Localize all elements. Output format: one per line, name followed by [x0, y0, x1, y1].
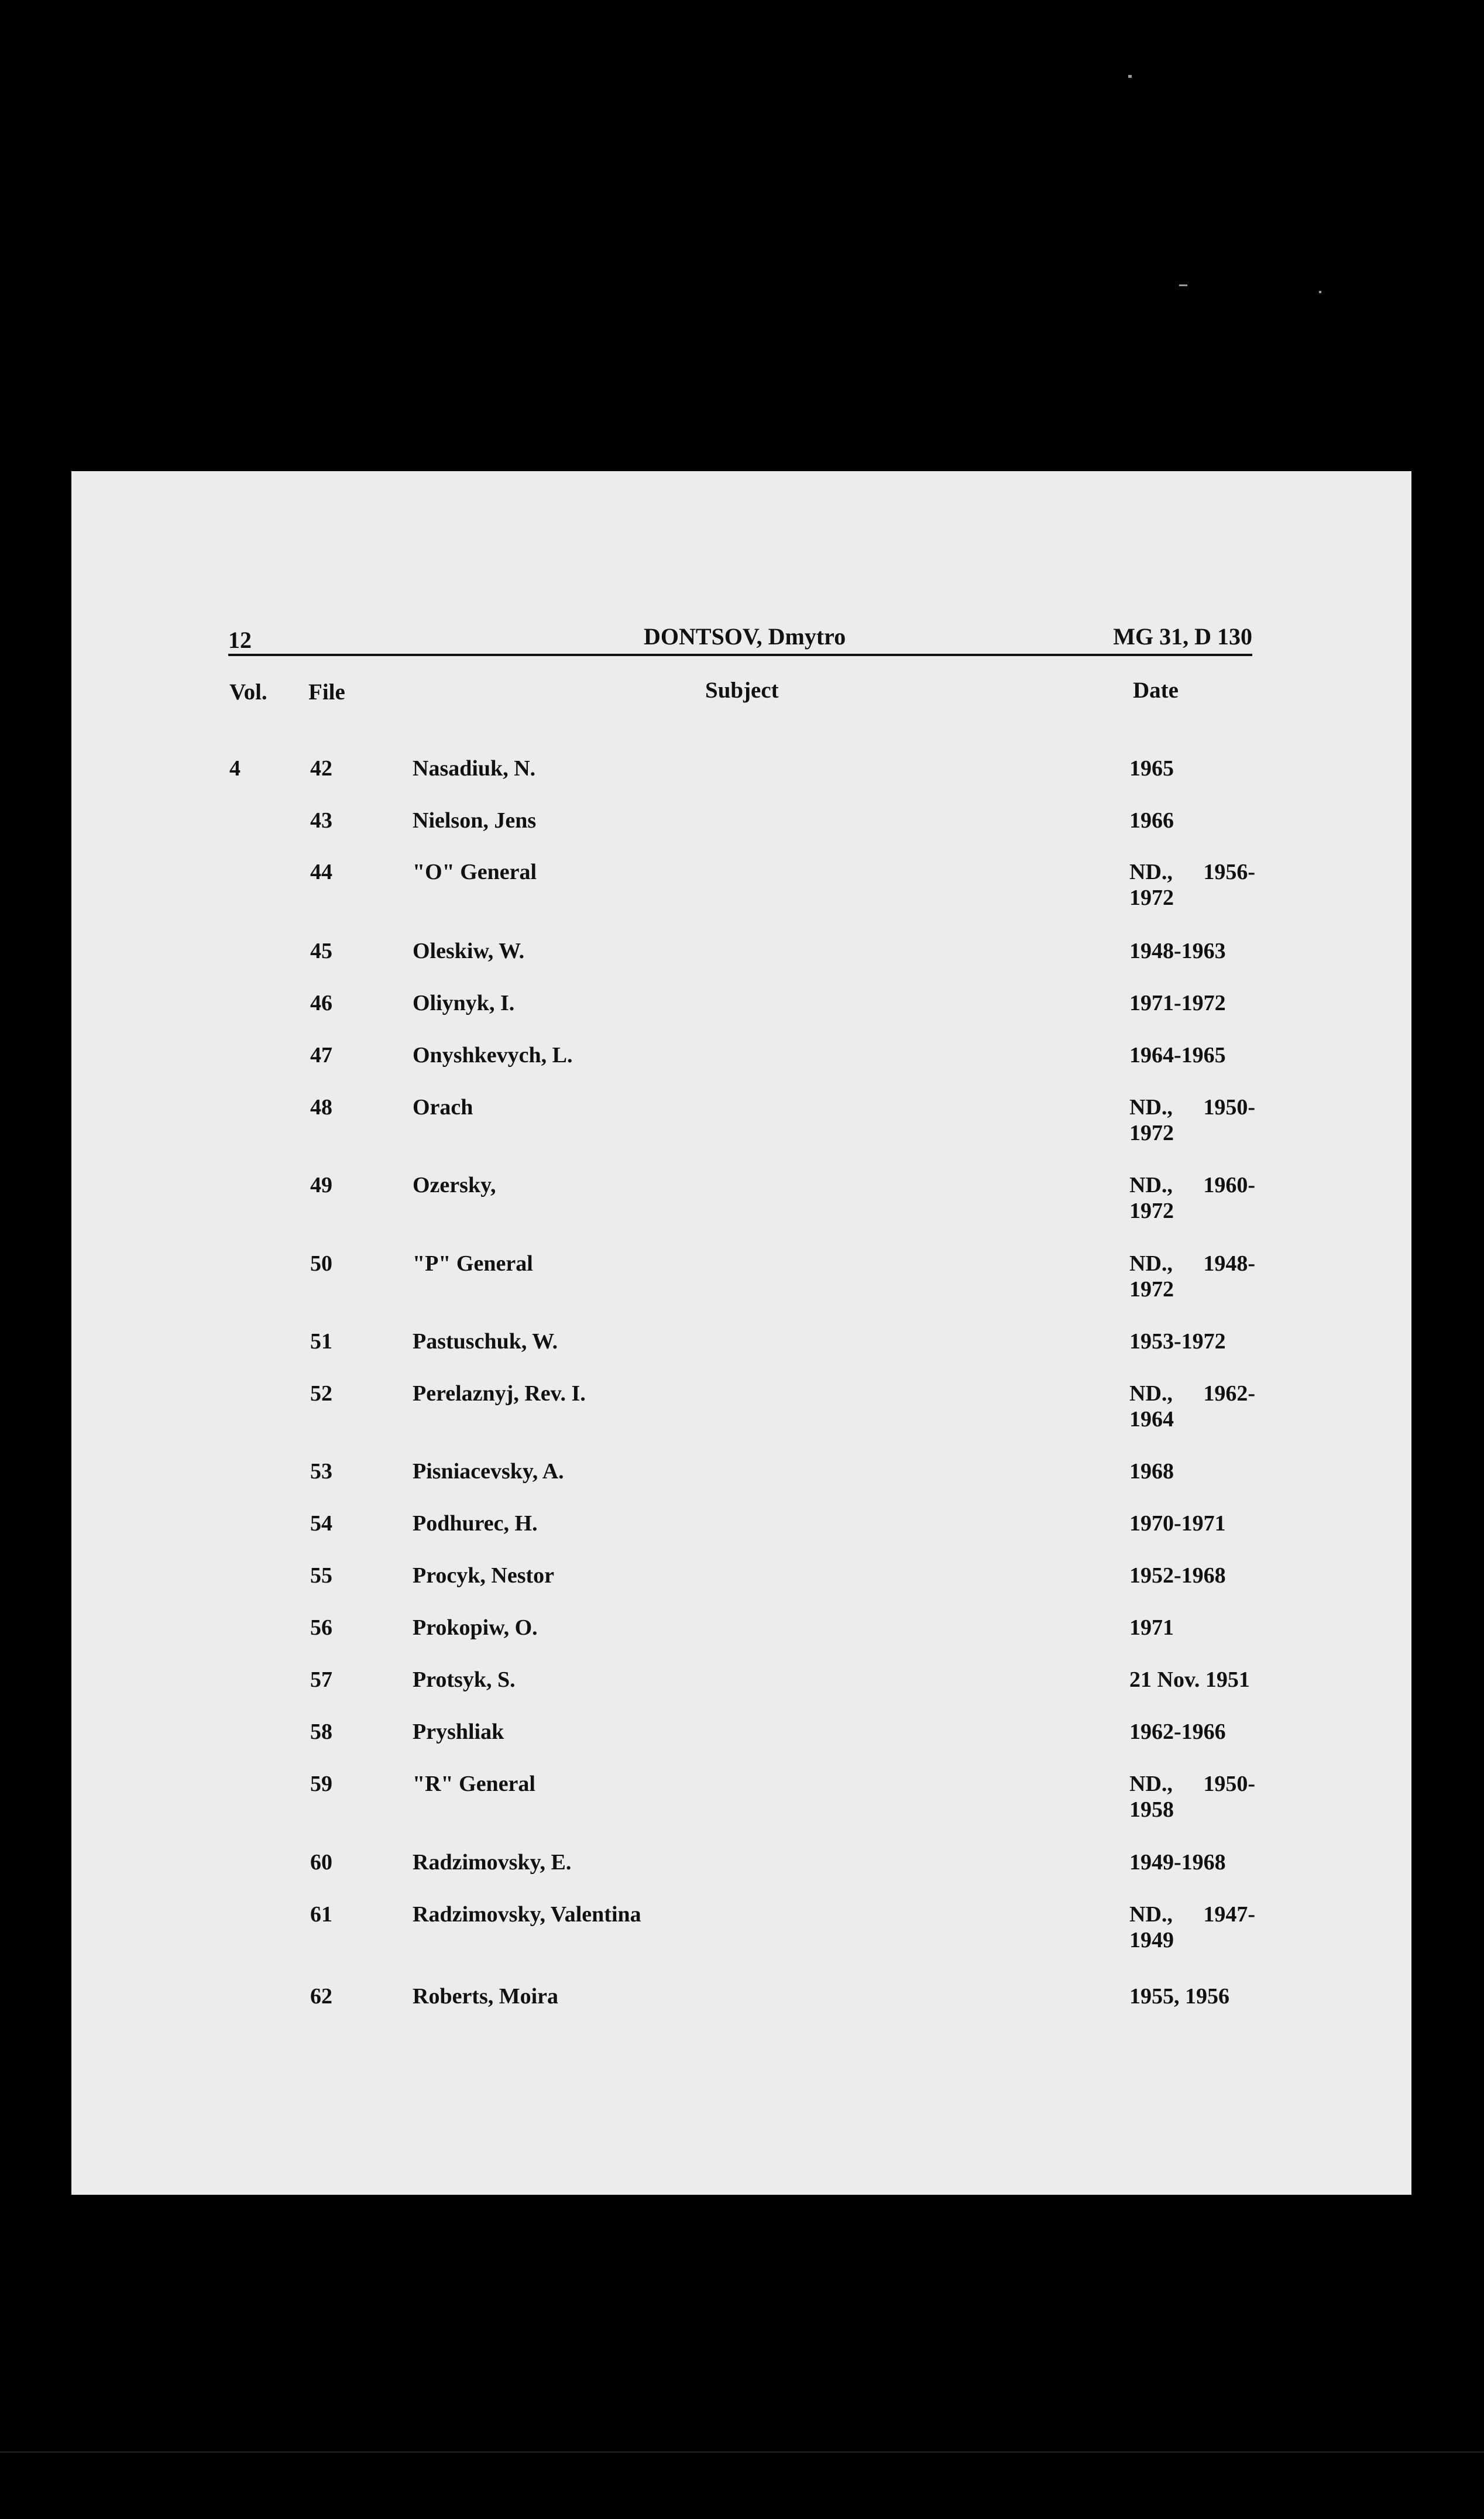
- date: 1965: [1129, 756, 1174, 781]
- file-number: 48: [310, 1095, 332, 1120]
- date: ND., 1960- 1972: [1129, 1173, 1255, 1223]
- subject: Pryshliak: [413, 1720, 504, 1744]
- file-number: 51: [310, 1329, 332, 1354]
- scan-speck: [1128, 75, 1132, 78]
- file-number: 58: [310, 1720, 332, 1744]
- subject: Ozersky,: [413, 1173, 496, 1197]
- subject: Onyshkevych, L.: [413, 1043, 573, 1068]
- date: 1949-1968: [1129, 1850, 1226, 1875]
- date: 1971: [1129, 1615, 1174, 1640]
- file-number: 59: [310, 1772, 332, 1796]
- scan-speck: [1319, 291, 1321, 293]
- date: 1970-1971: [1129, 1511, 1226, 1536]
- reference-code: MG 31, D 130: [1113, 623, 1252, 650]
- file-number: 57: [310, 1667, 332, 1692]
- file-number: 46: [310, 991, 332, 1015]
- file-number: 53: [310, 1459, 332, 1484]
- file-number: 62: [310, 1984, 332, 2009]
- date: 1968: [1129, 1459, 1174, 1484]
- date: ND., 1948- 1972: [1129, 1251, 1255, 1302]
- subject: "P" General: [413, 1251, 533, 1276]
- date: 1948-1963: [1129, 939, 1226, 963]
- subject: Protsyk, S.: [413, 1667, 516, 1692]
- subject: Perelaznyj, Rev. I.: [413, 1381, 586, 1406]
- page-header: [228, 620, 1252, 656]
- date: 1952-1968: [1129, 1563, 1226, 1588]
- date: 1966: [1129, 808, 1174, 833]
- file-number: 61: [310, 1902, 332, 1927]
- file-number: 42: [310, 756, 332, 781]
- page-number: 12: [228, 627, 252, 653]
- column-file: File: [308, 679, 345, 705]
- file-number: 60: [310, 1850, 332, 1875]
- header-rule: [228, 654, 1252, 656]
- column-date: Date: [1133, 678, 1179, 703]
- file-number: 49: [310, 1173, 332, 1197]
- volume-number: 4: [229, 756, 241, 781]
- subject: "O" General: [413, 860, 537, 884]
- file-number: 45: [310, 939, 332, 963]
- subject: Oleskiw, W.: [413, 939, 525, 963]
- file-number: 56: [310, 1615, 332, 1640]
- scan-edge-line: [0, 2451, 1484, 2453]
- file-number: 52: [310, 1381, 332, 1406]
- date: 21 Nov. 1951: [1129, 1667, 1250, 1692]
- date: 1955, 1956: [1129, 1984, 1229, 2009]
- file-number: 44: [310, 860, 332, 884]
- subject: Podhurec, H.: [413, 1511, 538, 1536]
- file-number: 43: [310, 808, 332, 833]
- date: ND., 1956- 1972: [1129, 860, 1255, 910]
- subject: Roberts, Moira: [413, 1984, 559, 2009]
- subject: Prokopiw, O.: [413, 1615, 538, 1640]
- subject: Radzimovsky, Valentina: [413, 1902, 641, 1927]
- subject: Pastuschuk, W.: [413, 1329, 558, 1354]
- subject: Oliynyk, I.: [413, 991, 515, 1015]
- subject: "R" General: [413, 1772, 535, 1796]
- subject: Pisniacevsky, A.: [413, 1459, 564, 1484]
- date: 1964-1965: [1129, 1043, 1226, 1068]
- date: 1953-1972: [1129, 1329, 1226, 1354]
- file-number: 47: [310, 1043, 332, 1068]
- column-subject: Subject: [705, 678, 779, 703]
- scan-speck: [1179, 284, 1187, 286]
- subject: Orach: [413, 1095, 473, 1120]
- subject: Radzimovsky, E.: [413, 1850, 572, 1875]
- date: ND., 1950- 1958: [1129, 1772, 1255, 1822]
- date: ND., 1962- 1964: [1129, 1381, 1255, 1432]
- column-vol: Vol.: [229, 679, 267, 705]
- date: ND., 1947- 1949: [1129, 1902, 1255, 1952]
- file-number: 50: [310, 1251, 332, 1276]
- file-number: 55: [310, 1563, 332, 1588]
- subject: Nasadiuk, N.: [413, 756, 536, 781]
- file-number: 54: [310, 1511, 332, 1536]
- date: ND., 1950- 1972: [1129, 1095, 1255, 1145]
- document-title: DONTSOV, Dmytro: [644, 623, 846, 650]
- subject: Nielson, Jens: [413, 808, 537, 833]
- subject: Procyk, Nestor: [413, 1563, 555, 1588]
- date: 1971-1972: [1129, 991, 1226, 1015]
- date: 1962-1966: [1129, 1720, 1226, 1744]
